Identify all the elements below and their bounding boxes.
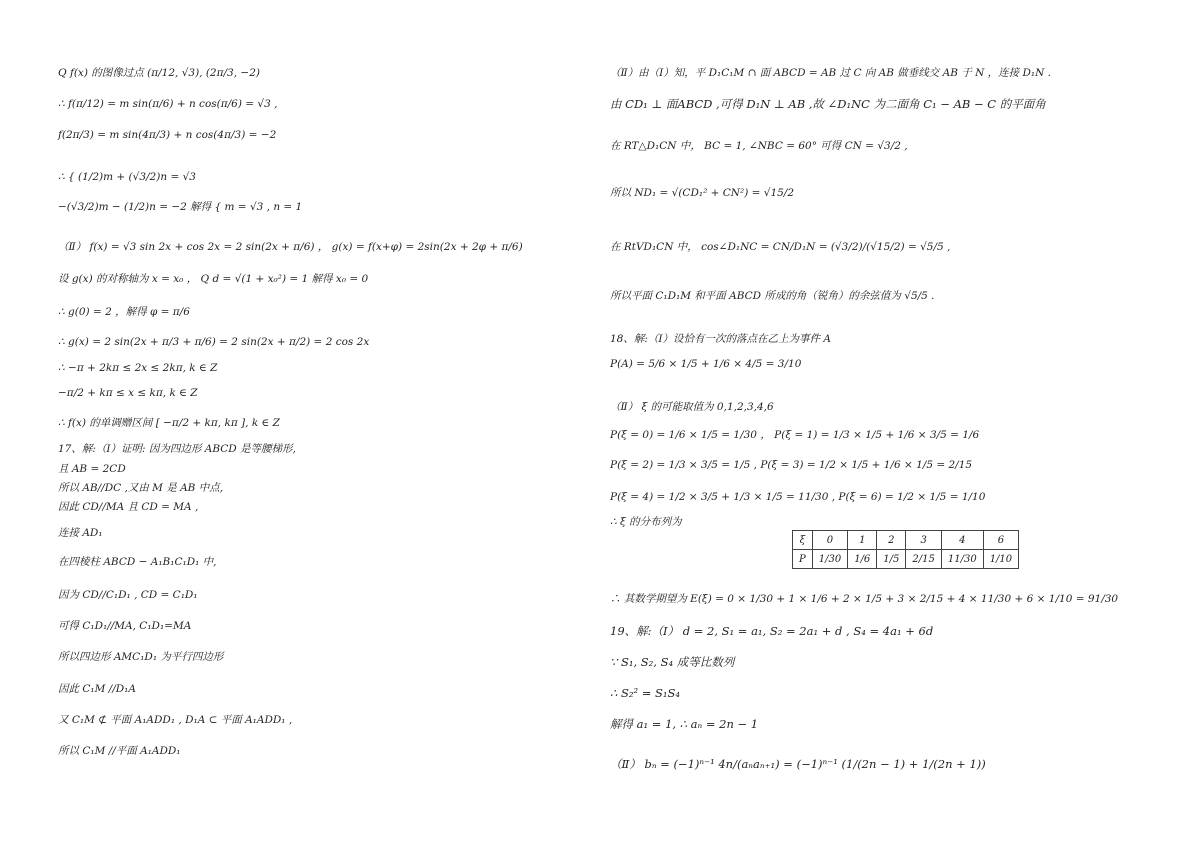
left-line-17: 连接 AD₁ xyxy=(58,527,103,539)
left-line-16: 因此 CD//MA 且 CD = MA , xyxy=(58,501,199,513)
left-line-11: −π/2 + kπ ≤ x ≤ kπ, k ∈ Z xyxy=(58,387,198,399)
left-line-7: 设 g(x) 的对称轴为 x = x₀ ， Q d = √(1 + x₀²) = 1 解得 x₀ = 0 xyxy=(58,273,369,285)
left-line-21: 所以四边形 AMC₁D₁ 为平行四边形 xyxy=(58,651,224,663)
left-line-3: f(2π/3) = m sin(4π/3) + n cos(4π/3) = −2 xyxy=(58,129,277,141)
left-line-15: 所以 AB//DC ,又由 M 是 AB 中点, xyxy=(58,482,224,494)
right-line-17: ∴ S₂² = S₁S₄ xyxy=(610,686,680,700)
left-line-24: 所以 C₁M //平面 A₁ADD₁ xyxy=(58,745,181,757)
left-line-5: −(√3/2)m − (1/2)n = −2 解得 { m = √3 , n = 1 xyxy=(58,201,303,213)
left-line-20: 可得 C₁D₁//MA, C₁D₁=MA xyxy=(58,620,192,632)
left-line-10: ∴ −π + 2kπ ≤ 2x ≤ 2kπ, k ∈ Z xyxy=(58,362,218,374)
left-line-2: ∴ f(π/12) = m sin(π/6) + n cos(π/6) = √3 , xyxy=(58,98,278,110)
left-line-9: ∴ g(x) = 2 sin(2x + π/3 + π/6) = 2 sin(2x + π/2) = 2 cos 2x xyxy=(58,336,370,348)
right-line-9: （Ⅱ） ξ 的可能取值为 0,1,2,3,4,6 xyxy=(610,401,774,413)
table-cell: 1/6 xyxy=(848,550,877,569)
left-line-1: Q f(x) 的图像过点 (π/12, √3), (2π/3, −2) xyxy=(58,67,260,79)
distribution-table xyxy=(792,530,1019,569)
right-line-7: 18、解:（Ⅰ）设恰有一次的落点在乙上为事件 A xyxy=(610,333,831,345)
left-line-18: 在四棱柱 ABCD − A₁B₁C₁D₁ 中, xyxy=(58,556,217,568)
table-cell: 1/30 xyxy=(812,550,847,569)
right-line-1: （Ⅱ）由（Ⅰ）知，平 D₁C₁M ∩ 面 ABCD = AB 过 C 向 AB 做垂线交 AB 于 N ，连接 D₁N . xyxy=(610,67,1051,79)
table-row xyxy=(793,550,1019,569)
table-cell: 0 xyxy=(812,531,847,550)
right-line-11: P(ξ = 2) = 1/3 × 3/5 = 1/5 , P(ξ = 3) = 1/2 × 1/5 + 1/6 × 1/5 = 2/15 xyxy=(610,459,973,471)
right-line-3: 在 RT△D₁CN 中， BC = 1, ∠NBC = 60° 可得 CN = √3/2 , xyxy=(610,140,908,152)
left-line-13: 17、解:（Ⅰ）证明: 因为四边形 ABCD 是等腰梯形, xyxy=(58,443,296,455)
right-line-18: 解得 a₁ = 1, ∴ aₙ = 2n − 1 xyxy=(610,717,759,731)
table-cell: 4 xyxy=(941,531,983,550)
right-line-12: P(ξ = 4) = 1/2 × 3/5 + 1/3 × 1/5 = 11/30 , P(ξ = 6) = 1/2 × 1/5 = 1/10 xyxy=(610,491,986,503)
left-line-4: ∴ { (1/2)m + (√3/2)n = √3 xyxy=(58,171,196,183)
left-line-19: 因为 CD//C₁D₁ , CD = C₁D₁ xyxy=(58,589,198,601)
right-line-8: P(A) = 5/6 × 1/5 + 1/6 × 4/5 = 3/10 xyxy=(610,358,802,370)
table-cell: 3 xyxy=(906,531,941,550)
table-header-row xyxy=(793,531,1019,550)
table-cell: ξ xyxy=(793,531,813,550)
table-cell: 11/30 xyxy=(941,550,983,569)
right-line-2: 由 CD₁ ⊥ 面ABCD ,可得 D₁N ⊥ AB ,故 ∠D₁NC 为二面角 C₁ − AB − C 的平面角 xyxy=(610,97,1046,111)
right-line-14: ∴ 其数学期望为 E(ξ) = 0 × 1/30 + 1 × 1/6 + 2 × 1/5 + 3 × 2/15 + 4 × 11/30 + 6 × 1/10 = 91/30 xyxy=(610,593,1119,605)
table-cell: P xyxy=(793,550,813,569)
left-line-8: ∴ g(0) = 2 ，解得 φ = π/6 xyxy=(58,306,190,318)
table-cell: 1/10 xyxy=(983,550,1018,569)
right-line-19: （Ⅱ） bₙ = (−1)ⁿ⁻¹ 4n/(aₙaₙ₊₁) = (−1)ⁿ⁻¹ (1/(2n − 1) + 1/(2n + 1)) xyxy=(610,757,986,771)
right-line-6: 所以平面 C₁D₁M 和平面 ABCD 所成的角（锐角）的余弦值为 √5/5 . xyxy=(610,290,935,302)
right-line-15: 19、解:（Ⅰ） d = 2, S₁ = a₁, S₂ = 2a₁ + d , S₄ = 4a₁ + 6d xyxy=(610,624,934,638)
right-line-16: ∵ S₁, S₂, S₄ 成等比数列 xyxy=(610,655,735,669)
left-line-22: 因此 C₁M //D₁A xyxy=(58,683,136,695)
right-line-10: P(ξ = 0) = 1/6 × 1/5 = 1/30 ， P(ξ = 1) = 1/3 × 1/5 + 1/6 × 3/5 = 1/6 xyxy=(610,429,980,441)
left-line-12: ∴ f(x) 的单调赠区间 [ −π/2 + kπ, kπ ], k ∈ Z xyxy=(58,417,280,429)
left-line-6: （Ⅱ） f(x) = √3 sin 2x + cos 2x = 2 sin(2x + π/6) ， g(x) = f(x+φ) = 2sin(2x + 2φ + π/6) xyxy=(58,241,523,253)
right-line-13: ∴ ξ 的分布列为 xyxy=(610,516,682,528)
right-line-5: 在 RtVD₁CN 中， cos∠D₁NC = CN/D₁N = (√3/2)/(√15/2) = √5/5 , xyxy=(610,241,951,253)
left-line-23: 又 C₁M ⊄ 平面 A₁ADD₁ , D₁A ⊂ 平面 A₁ADD₁ , xyxy=(58,714,293,726)
table-cell: 1 xyxy=(848,531,877,550)
left-line-14: 且 AB = 2CD xyxy=(58,463,126,475)
right-line-4: 所以 ND₁ = √(CD₁² + CN²) = √15/2 xyxy=(610,187,795,199)
table-cell: 6 xyxy=(983,531,1018,550)
table-cell: 2 xyxy=(877,531,906,550)
table-cell: 1/5 xyxy=(877,550,906,569)
table-cell: 2/15 xyxy=(906,550,941,569)
